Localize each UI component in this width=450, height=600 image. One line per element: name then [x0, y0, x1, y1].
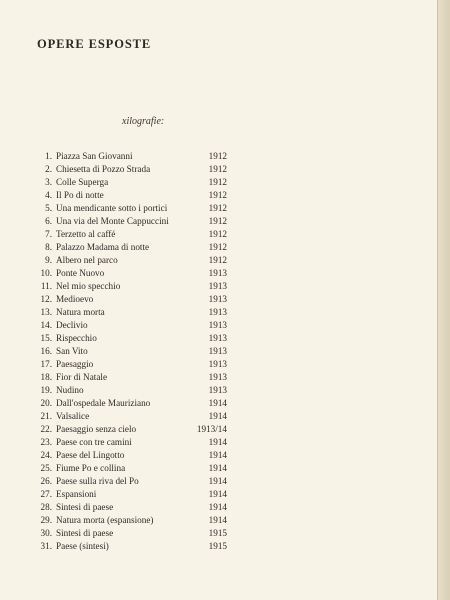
work-year: 1914 — [208, 450, 227, 461]
work-year: 1914 — [208, 411, 227, 422]
work-year: 1913 — [208, 268, 227, 279]
work-entry — [37, 228, 115, 241]
work-year: 1913 — [208, 372, 227, 383]
work-number: 30. — [40, 528, 52, 539]
work-entry — [37, 410, 89, 423]
work-year: 1913/14 — [196, 424, 227, 435]
work-year: 1915 — [208, 541, 227, 552]
work-row — [37, 345, 227, 358]
work-number: 20. — [40, 398, 52, 409]
work-year: 1913 — [208, 359, 227, 370]
work-entry — [37, 371, 107, 384]
work-entry — [37, 423, 136, 436]
work-row — [37, 527, 227, 540]
work-year: 1913 — [208, 307, 227, 318]
work-row — [37, 488, 227, 501]
work-year: 1913 — [208, 281, 227, 292]
work-number: 13. — [40, 307, 52, 318]
work-row — [37, 163, 227, 176]
work-row — [37, 475, 227, 488]
work-row — [37, 215, 227, 228]
work-year: 1912 — [208, 229, 227, 240]
work-title: Il Po di notte — [56, 190, 104, 201]
work-title: Medioevo — [56, 294, 94, 305]
work-title: Nel mio specchio — [56, 281, 121, 292]
work-row — [37, 501, 227, 514]
work-row — [37, 410, 227, 423]
work-entry — [37, 540, 109, 553]
work-row — [37, 319, 227, 332]
work-title: Una mendicante sotto i portici — [56, 203, 168, 214]
work-title: Albero nel parco — [56, 255, 118, 266]
page-heading: OPERE ESPOSTE — [37, 37, 152, 51]
work-title: Paesaggio senza cielo — [56, 424, 137, 435]
work-year: 1912 — [208, 164, 227, 175]
work-row — [37, 449, 227, 462]
work-row — [37, 254, 227, 267]
work-row — [37, 462, 227, 475]
work-row — [37, 280, 227, 293]
work-entry — [37, 280, 120, 293]
work-year: 1913 — [208, 320, 227, 331]
work-row — [37, 267, 227, 280]
work-row — [37, 293, 227, 306]
work-title: Natura morta — [56, 307, 105, 318]
work-title: Sintesi di paese — [56, 528, 114, 539]
work-number: 15. — [40, 333, 52, 344]
work-number: 27. — [40, 489, 52, 500]
work-entry — [37, 267, 104, 280]
work-year: 1914 — [208, 502, 227, 513]
work-title: Piazza San Giovanni — [56, 151, 133, 161]
work-entry — [37, 449, 124, 462]
work-title: Paese del Lingotto — [56, 450, 125, 461]
work-entry — [37, 397, 150, 410]
work-number: 23. — [40, 437, 52, 448]
work-number: 7. — [45, 229, 52, 240]
work-entry — [37, 293, 93, 306]
work-title: Paesaggio — [56, 359, 94, 370]
work-title: Terzetto al caffé — [56, 229, 116, 240]
work-number: 28. — [40, 502, 52, 513]
work-title: Paese con tre camini — [56, 437, 132, 448]
work-row — [37, 202, 227, 215]
work-year: 1912 — [208, 151, 227, 161]
work-number: 4. — [45, 190, 52, 201]
work-entry — [37, 176, 108, 189]
work-entry — [37, 319, 88, 332]
work-entry — [37, 527, 113, 540]
work-entry — [37, 306, 105, 319]
work-year: 1913 — [208, 333, 227, 344]
work-year: 1915 — [208, 528, 227, 539]
page-edge — [437, 0, 450, 600]
work-number: 8. — [45, 242, 52, 253]
work-row — [37, 241, 227, 254]
work-entry — [37, 163, 150, 176]
work-row — [37, 150, 227, 163]
work-number: 22. — [40, 424, 52, 435]
work-number: 17. — [40, 359, 52, 370]
work-number: 9. — [45, 255, 52, 266]
work-entry — [37, 202, 167, 215]
work-title: Colle Superga — [56, 177, 109, 188]
work-year: 1912 — [208, 242, 227, 253]
work-title: Paese sulla riva del Po — [56, 476, 139, 487]
work-number: 29. — [40, 515, 52, 526]
work-entry — [37, 436, 132, 449]
work-title: Rispecchio — [56, 333, 97, 344]
work-row — [37, 228, 227, 241]
work-row — [37, 176, 227, 189]
work-year: 1913 — [208, 294, 227, 305]
work-entry — [37, 501, 113, 514]
work-row — [37, 332, 227, 345]
work-number: 11. — [40, 281, 52, 292]
work-number: 25. — [40, 463, 52, 474]
work-year: 1912 — [208, 177, 227, 188]
work-year: 1914 — [208, 398, 227, 409]
work-title: Fior di Natale — [56, 372, 108, 383]
work-title: Sintesi di paese — [56, 502, 114, 513]
work-year: 1913 — [208, 346, 227, 357]
work-row — [37, 514, 227, 527]
work-year: 1913 — [208, 385, 227, 396]
work-entry — [37, 384, 84, 397]
work-title: Una via del Monte Cappuccini — [56, 216, 169, 227]
work-title: Espansioni — [56, 489, 97, 500]
work-entry — [37, 475, 139, 488]
work-number: 1. — [45, 151, 52, 161]
work-row — [37, 423, 227, 436]
work-number: 18. — [40, 372, 52, 383]
section-title: xilografie: — [122, 116, 165, 127]
work-row — [37, 540, 227, 553]
work-number: 31. — [40, 541, 52, 552]
work-number: 16. — [40, 346, 52, 357]
work-entry — [37, 514, 153, 527]
work-row — [37, 306, 227, 319]
work-year: 1914 — [208, 463, 227, 474]
work-entry — [37, 358, 93, 371]
work-title: Natura morta (espansione) — [56, 515, 154, 526]
work-row — [37, 397, 227, 410]
work-title: San Vito — [56, 346, 88, 357]
work-entry — [37, 189, 104, 202]
work-title: Valsalice — [56, 411, 90, 422]
work-title: Declivio — [56, 320, 88, 331]
work-row — [37, 358, 227, 371]
work-number: 26. — [40, 476, 52, 487]
work-title: Dall'ospedale Mauriziano — [56, 398, 151, 409]
work-year: 1914 — [208, 437, 227, 448]
work-title: Ponte Nuovo — [56, 268, 105, 279]
work-number: 10. — [40, 268, 52, 279]
work-number: 5. — [45, 203, 52, 214]
work-entry — [37, 488, 96, 501]
work-entry — [37, 462, 125, 475]
work-title: Nudino — [56, 385, 84, 396]
work-title: Paese (sintesi) — [56, 541, 109, 552]
work-number: 24. — [40, 450, 52, 461]
work-number: 21. — [40, 411, 52, 422]
work-entry — [37, 332, 97, 345]
work-title: Palazzo Madama di notte — [56, 242, 150, 253]
works-list — [37, 150, 227, 553]
work-year: 1912 — [208, 255, 227, 266]
work-year: 1912 — [208, 190, 227, 201]
work-year: 1912 — [208, 203, 227, 214]
work-row — [37, 189, 227, 202]
work-year: 1914 — [208, 476, 227, 487]
work-entry — [37, 254, 118, 267]
work-year: 1914 — [208, 489, 227, 500]
work-entry — [37, 215, 169, 228]
work-year: 1912 — [208, 216, 227, 227]
work-entry — [37, 241, 149, 254]
work-entry — [37, 150, 133, 163]
work-number: 12. — [40, 294, 52, 305]
work-number: 2. — [45, 164, 52, 175]
work-number: 14. — [40, 320, 52, 331]
work-number: 3. — [45, 177, 52, 188]
work-title: Fiume Po e collina — [56, 463, 126, 474]
work-entry — [37, 345, 88, 358]
work-number: 19. — [40, 385, 52, 396]
work-row — [37, 384, 227, 397]
work-row — [37, 371, 227, 384]
work-row — [37, 436, 227, 449]
work-year: 1914 — [208, 515, 227, 526]
work-number: 6. — [45, 216, 52, 227]
work-title: Chiesetta di Pozzo Strada — [56, 164, 151, 175]
